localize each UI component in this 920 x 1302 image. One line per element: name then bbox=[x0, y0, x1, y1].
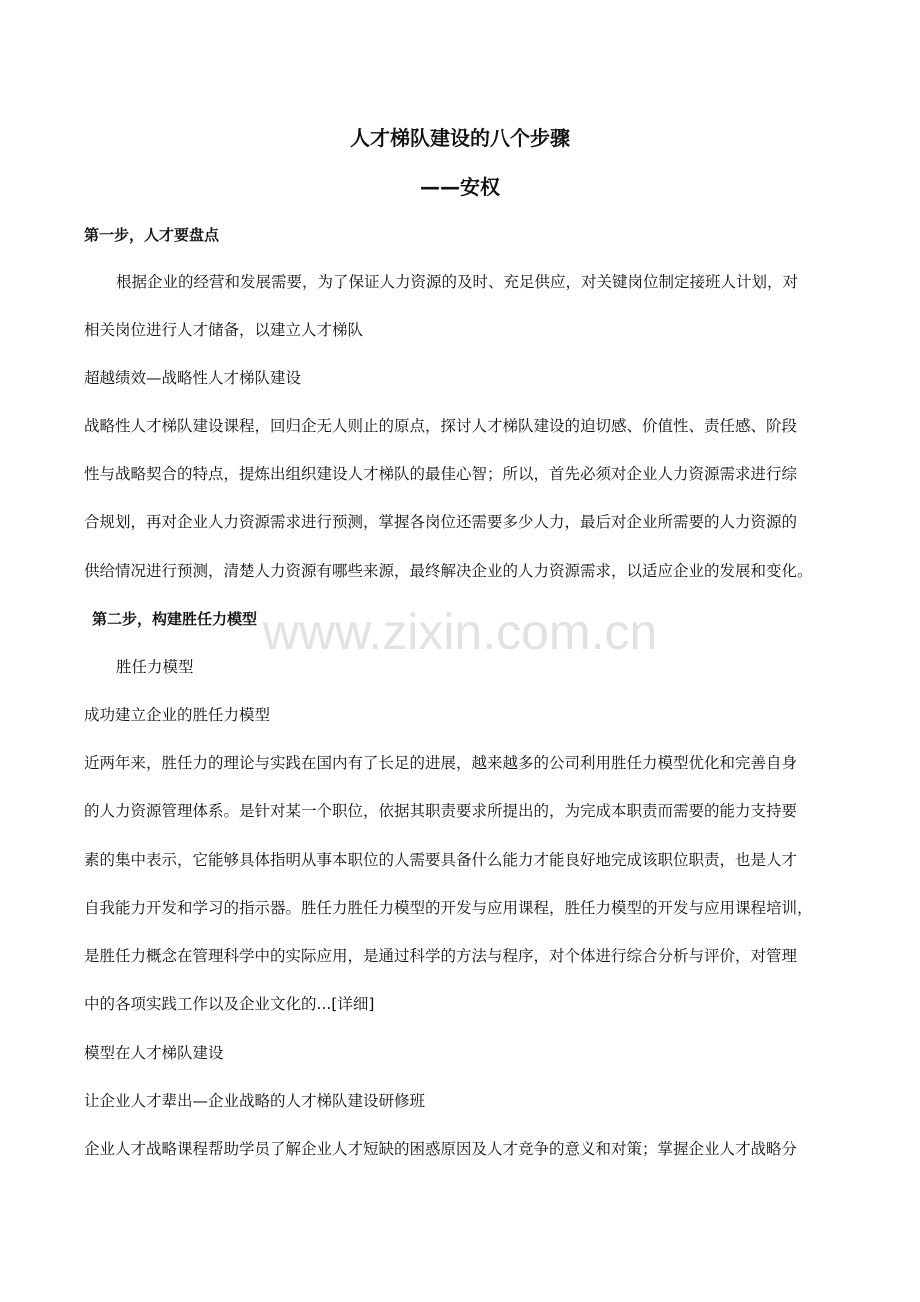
paragraph-line: 合规划，再对企业人力资源需求进行预测，掌握各岗位还需要多少人力，最后对企业所需要的人力资源的 bbox=[84, 513, 798, 531]
paragraph-line: 相关岗位进行人才储备，以建立人才梯队 bbox=[84, 321, 364, 339]
document-title: 人才梯队建设的八个步骤 bbox=[350, 126, 570, 150]
paragraph-line: 素的集中表示，它能够具体指明从事本职位的人需要具备什么能力才能良好地完成该职位职责，也是人才 bbox=[84, 851, 798, 869]
paragraph-line: 企业人才战略课程帮助学员了解企业人才短缺的困惑原因及人才竞争的意义和对策；掌握企业人才战略分 bbox=[84, 1140, 798, 1158]
subheading-line: 成功建立企业的胜任力模型 bbox=[84, 706, 271, 724]
subheading-line: 超越绩效—战略性人才梯队建设 bbox=[84, 369, 302, 387]
paragraph-line: 根据企业的经营和发展需要，为了保证人力资源的及时、充足供应，对关键岗位制定接班人计划，对 bbox=[116, 273, 799, 291]
subheading-line: 胜任力模型 bbox=[116, 658, 194, 676]
document-author: ——安权 bbox=[420, 175, 500, 199]
paragraph-line: 是胜任力概念在管理科学中的实际应用，是通过科学的方法与程序，对个体进行综合分析与评价，对管理 bbox=[84, 947, 798, 965]
paragraph-line: 性与战略契合的特点，提炼出组织建设人才梯队的最佳心智；所以，首先必须对企业人力资源需求进行综 bbox=[84, 465, 798, 483]
paragraph-line: 近两年来，胜任力的理论与实践在国内有了长足的进展，越来越多的公司利用胜任力模型优化和完善自身 bbox=[84, 754, 798, 772]
paragraph-line: 的人力资源管理体系。是针对某一个职位，依据其职责要求所提出的，为完成本职责而需要的能力支持要 bbox=[84, 802, 798, 820]
step-two-heading: 第二步，构建胜任力模型 bbox=[92, 610, 258, 628]
paragraph-line: 战略性人才梯队建设课程，回归企无人则止的原点，探讨人才梯队建设的迫切感、价值性、责任感、阶段 bbox=[84, 417, 798, 435]
paragraph-line: 自我能力开发和学习的指示器。胜任力胜任力模型的开发与应用课程，胜任力模型的开发与应用课程培训， bbox=[84, 899, 813, 917]
watermark-text: www.zixin.com.cn bbox=[262, 604, 658, 660]
subheading-line: 模型在人才梯队建设 bbox=[84, 1044, 224, 1062]
subheading-line: 让企业人才辈出—企业战略的人才梯队建设研修班 bbox=[84, 1092, 426, 1110]
paragraph-line: 中的各项实践工作以及企业文化的...[详细] bbox=[84, 995, 375, 1013]
paragraph-line: 供给情况进行预测，清楚人力资源有哪些来源，最终解决企业的人力资源需求，以适应企业的发展和变化。 bbox=[84, 562, 813, 580]
step-one-heading: 第一步，人才要盘点 bbox=[84, 226, 220, 244]
